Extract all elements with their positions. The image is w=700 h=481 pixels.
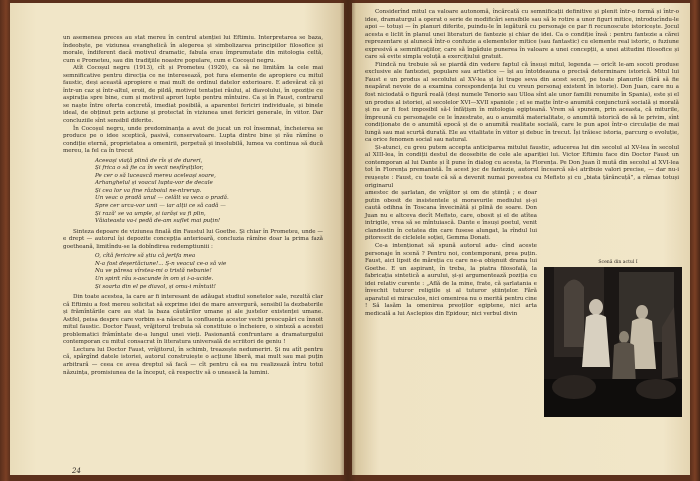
- verse-line: Arhanghelul și voacul lupta-vor de decale: [95, 180, 213, 187]
- book-gutter: [340, 0, 356, 481]
- stage-scene-illustration: [544, 267, 682, 417]
- verse-line: Și soarta din el pe diavol, și omu-i mîntuit!: [95, 283, 216, 290]
- verse-line: Văiateasta va-i pedă de-am suflet mai puțin!: [95, 218, 221, 225]
- left-page: [10, 3, 344, 475]
- verse-line: Și rază' se va umple, și iarăși va fi plin,: [95, 210, 206, 217]
- paragraph: Atît Cocoșul negru (1913), cît și Prometeu (1920), ca să ne limităm la cele mai semnificative pentru direcția ce ne interesează, pot fura elemente de apropiere cu mitul faustic, deși această apropiere e mai mult de ordinul datelor exterioare. E adevărat că și într-un caz și într-altul, eroii, de pildă, motivul tentației răului, al diavolului, în opoziție cu aspirația spre bine, cum și motivul aprori lupte pentru mîntuire. Ca și în Faust, contrarul se naște între oferta concretă, imediat posibilă, a aparentei fericiri individuale, și binele ideal, de obținut prin acțiune și protectat în viziunea unei fericiri generale, în viitor. Dar concluziile sînt sensibil diferite.: [63, 65, 323, 125]
- paragraph: Ce-a intenționat să spună autorul adu- cînd aceste personaje în scenă ? Pentru noi, contemporani, prea puțin. Faust, aici lipsit de măreția cu care ne-a obișnuit drama lui Goethe. E un aspirant, în treba, la piatra filosofală, la fabricația sintetică a aurului, și-și argumentează poziția cu idei relativ curente : „Află de la mine, frate, că șarlatania e învechit tuturor religiile și al tuturor științelor. Fără aparatul ei miraculos, nici omenirea nu o merită pentru cine ! Să lasăm la omenirea preoților egiptene, nici arta medicală a lui Asclepios din Epidour, nici verbul divin: [365, 242, 537, 317]
- verse-line: N-a fost deșertăciune!... Ș-n veacul ce-o să vie: [95, 260, 227, 267]
- photo-caption: Scenă din actul I: [598, 260, 638, 265]
- left-page-text: [63, 35, 323, 377]
- verse-line: Aceeași viață plină de rîs și de dureri,: [95, 157, 203, 164]
- paragraph: amestec de șarlatan, de vrăjitor și om de știință ; e doar putin obosit de insistentele și moravurile mediului și-și caută odihna în Toscana învecinătă și plină de soare. Don Juan nu e altceva decît Mefisto, care, obosit și el de atîtea intrigile, vrea să se mîntuiască. Dante e însuși poetul, venit clandestin în cetatea din care fusese alungat, la rîndul lui pitorescit de ciclelele soției, Gemma Donati.: [365, 190, 537, 242]
- page-number: 24: [72, 467, 81, 475]
- verse-line: Spre cer urca-vor unii — iar alții ce să cadă —: [95, 203, 226, 210]
- verse-line: Pe cer o să lucească mereu aceleași soare,: [95, 172, 216, 179]
- verse-line: Un spirit rău s-ascunde în om și i-a-ucide.: [95, 275, 214, 282]
- paragraph: Considerînd mitul ca valoare autonomă, încărcată cu semnificații definitive și plenit într-o formă și într-o idee, dramaturgul a operat o serie de modificări sensibile sau să le rotire a unor figuri mitice, introducîndu-le apoi — totuși — în planuri diferite, puindu-le în legătură cu personaje ce par fi recunoscute istoricește. Jocul acesta e liclit în planul unei literaturi de fantezie și chiar de idei. Ca o condiție însă : pentru fantezie a cărei reprezentare și alunecă într-o confuzie a elementelor mitice (sau fantastic) cu elemente real istoric, o fuziune expresivă a semnificaţiilor, care să îngăduie punerea în valoare a unei concepții, a unei atitudini filosofice și care să evite simpla voluță a exercițiului gratuit.: [365, 9, 679, 61]
- verse-block: [95, 253, 323, 291]
- verse-line: O, cîtă fericire să știu că jertfa mea: [95, 253, 196, 260]
- paragraph: Lectura lui Doctor Faust, vrăjitorul, în schimb, treazește nedumeriri. Și nu atît pentru că, spărgînd datele istoriei, autorul construiește o acțiune liberă, mai mult sau mai puțin arbitrară — ceea ce avea dreptul să facă — cît pentru că ea nu realizează întru totul năzuința, promisiunea de la început, că respectiv să o unească la lumini.: [63, 346, 323, 376]
- paragraph: Și-atunci, cu greu putem accepta anticiparea mitului faustic, aducerea lui din secolul al XV-lea în secolul al XIII-lea, în condiții destul de deosebite de cele ale apariției lui. Victor Eftimiu face din Doctor Faust un contemporan al lui Dante și îl pune în dialog cu acesta, la Florența. Pe Don Juan îl mută din secolul al XVI-lea tot în Florența premanistă. În acest joc de fantezie, autorul încearcă să-i atribuie valori precise, — dar nu-i reușește : Faust, cu toate că să a devenit numai povestea cu Mefisto și cu „biata țărăncuță”, a rămas totuși originarul: [365, 144, 679, 189]
- verse-line: Și frica o să fie ca în vecii nesfîrșiților,: [95, 165, 204, 172]
- verse-line: Nu ve păresa vîrstea-mi o tristă nebunie!: [95, 268, 212, 275]
- right-page: [352, 3, 690, 475]
- verse-line: Un veac o pradă unul — celălt va veca o pradă.: [95, 195, 229, 202]
- verse-line: Și cea lor va fine războiul ne-ntrerup.: [95, 187, 202, 194]
- paragraph: Fiindcă nu trebuie să se piardă din vedere faptul că însuși mitul, legenda — oricît le-am socoti produse exclusive ale fanteziei, populare sau artistice — își au întotdeauna o precisă determinare istorică. Mitul lui Faust e un produs al secolului al XV-lea și își trage seva din acest secol, pe toate planurile (fără să fie neapărat nevoie de a examina corespondența lui cu vreun personaj existent în istorie). Don Juan, care nu a fost niciodată o figură reală (deși numele Tenorio sau Ulloa sînt ale unor familii renumite în Spania), este și el un produs al istoriei, al secolelor XVI—XVII spaniole ; el se mațte într-o anumită conjunctură socială și morală și nu ar fi fost imposibil să-l înfățișm în mitologia egipteană. Vrem să spunem, prin aceasta, că miturile, împreună cu personajele ce le înzestrate, au o anumită materialitate, o anumită istorică de să le privim, sînt condiționate de o anumită epocă și de o anumită realitate socială, care le pun apoi într-o circulație de mai lungă sau mai scurtă durată. Ele au vitalitate în viitor și debuc în trecut. Își trăiesc istoria, parcurg o evoluție, ca orice fenomen social sau natural.: [365, 61, 679, 144]
- verse-block: [95, 158, 323, 226]
- paragraph: un asemenea preces au stat mereu în centrul atenției lui Eftimiu. Interpretarea se baza, îndeobște, pe viziunea evanghelică în alegerea și simbolizarea principiilor filosofice și morale, îndiferent dacă motivul dramatic, fabula erau împrumutate din mitologia celtă, cum e Prometeu, sau din tradiţiile noastre populare, cum e Cocoșul negru.: [63, 35, 323, 64]
- stage-photo: [544, 267, 682, 417]
- paragraph: Din toate acestea, la care ar fi interesant de adăugat studiul sonetelor sale, rezultă clar că Eftimiu a fost mereu solicitat să exprime idei de mare anvergură, sensibil la dezbaterile și frămîntările care au stat la baza căutărilor umane și ale justelor existenței umane. Astfel, peisa despre care vorbim s-a născut la confluența acestor vechi preocupări cu înnoit mitul faustic. Doctor Faust, vrăjitorul trebuia să constituie o încheiere, o sinteză a acestei problematici frămîntate de-a lungul unei vieți. Pasionantă confruntare a dramaturgului contemporan cu mitul consacrat în literatura universală de scriitori de geniu !: [63, 294, 323, 346]
- paragraph: În Cocoșul negru, unde predominanța a avut de jucat un rol însemnat, încheierea se produce pe o idee sceptică, pasivă, conservatoare. Lupta dintre bine și rău rămîne o condiție eternă, proprietatea a omenirii, perpetuă și insolubilă, lumea va continua să ducă mereu, la fel ca în trecut: [63, 125, 323, 155]
- paragraph: Sinteza depoare de viziunea finală din Faustul lui Goethe. Și chiar în Prometeu, unde — e drept — autorul își depozite concepția anterioară, concluzia rămîne doar la prima fază goetheană, limitîndu-se la dobîndirea redemptiuniii :: [63, 228, 323, 250]
